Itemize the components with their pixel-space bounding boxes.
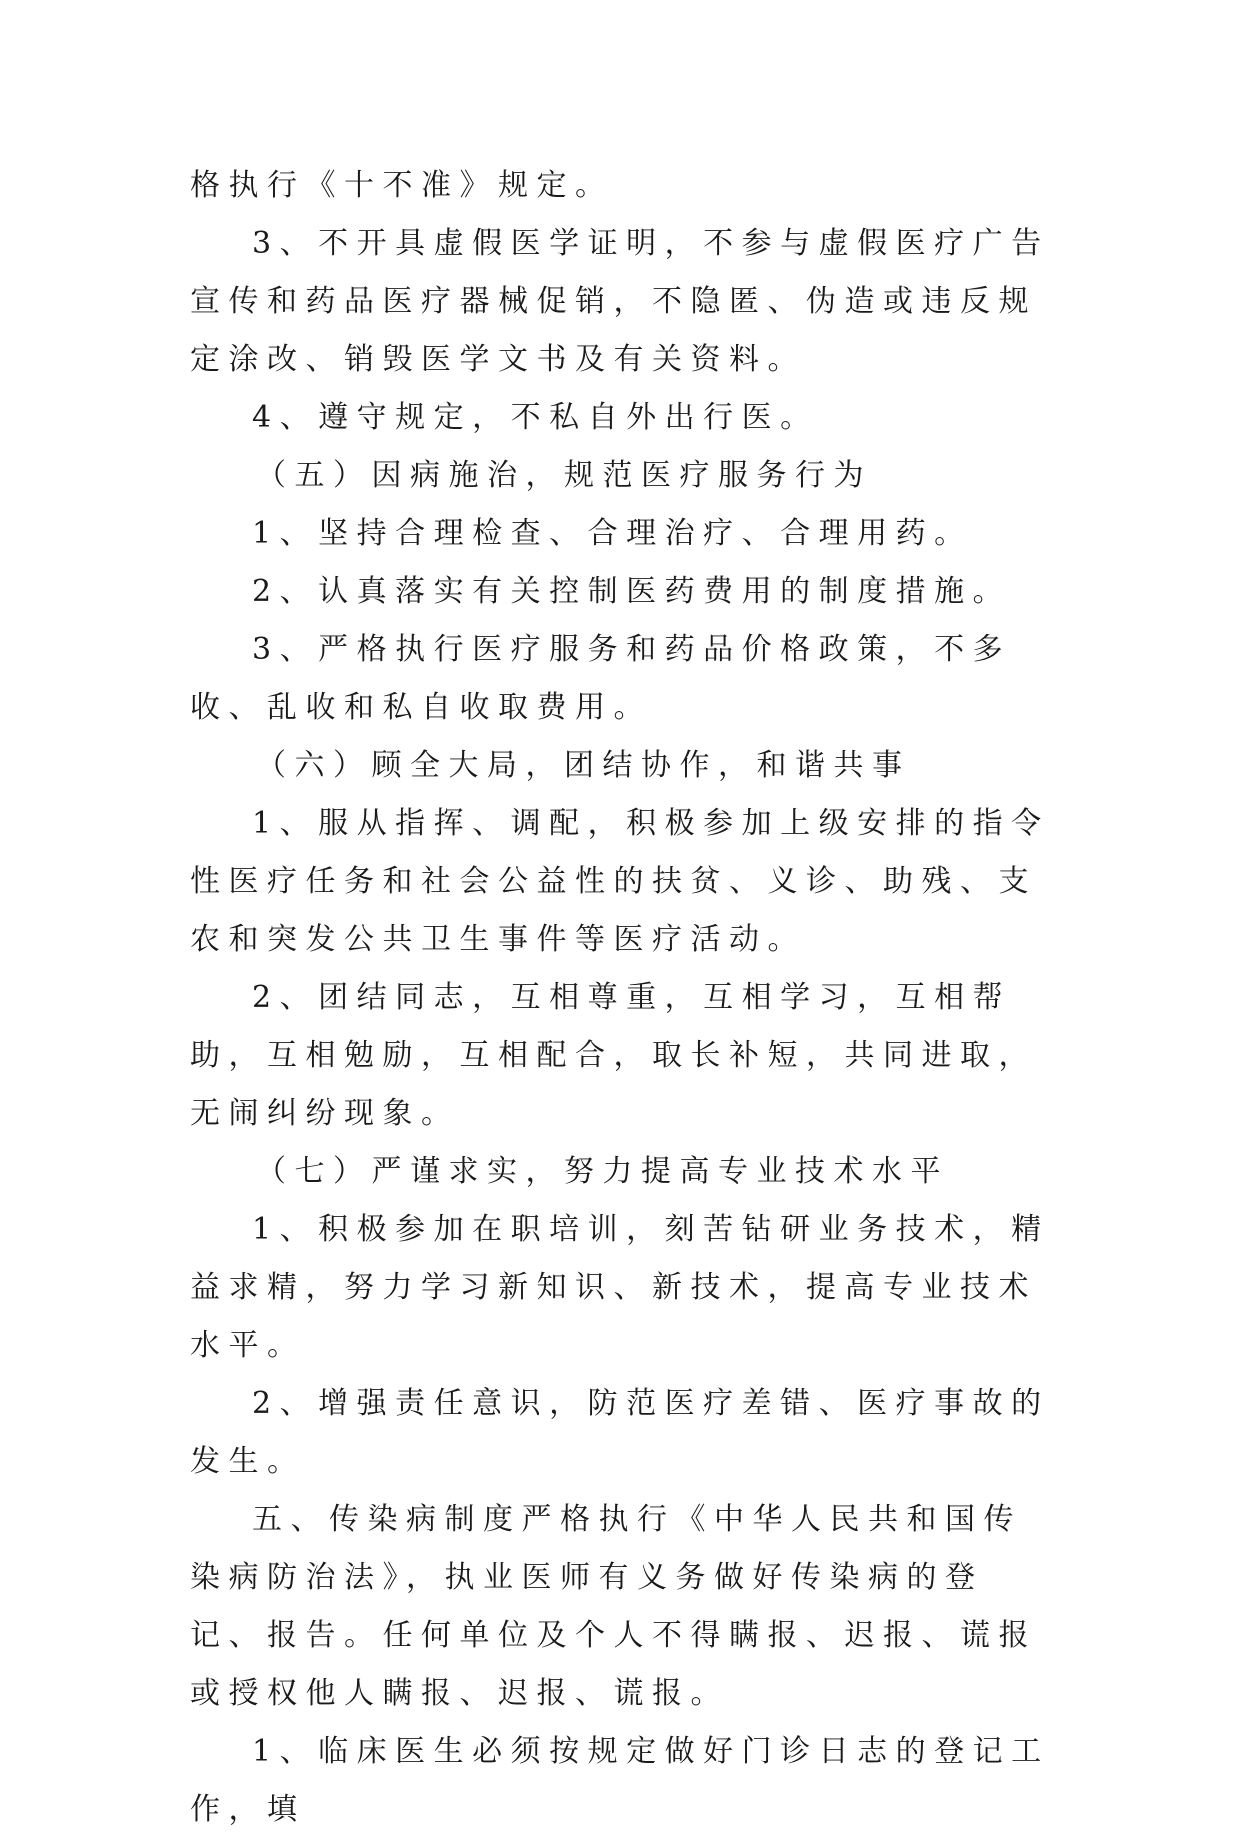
document-body [190,157,1060,1839]
paragraph-item: 3、不开具虚假医学证明，不参与虚假医疗广告宣传和药品医疗器械促销，不隐匿、伪造或违反规定涂改、销毁医学文书及有关资料。 [190,226,1050,377]
paragraph-item: 2、认真落实有关控制医药费用的制度措施。 [252,574,1012,609]
section-heading: （七）严谨求实，努力提高专业技术水平 [256,1154,949,1189]
paragraph-item: 2、增强责任意识，防范医疗差错、医疗事故的发生。 [190,1386,1050,1479]
paragraph-item: 1、积极参加在职培训，刻苦钻研业务技术，精益求精，努力学习新知识、新技术，提高专业技术水平。 [190,1212,1050,1363]
section-heading: （六）顾全大局，团结协作，和谐共事 [256,748,911,783]
paragraph-item: 4、遵守规定，不私自外出行医。 [252,400,819,435]
paragraph-item: 1、临床医生必须按规定做好门诊日志的登记工作，填 [190,1734,1050,1827]
paragraph-item: 1、坚持合理检查、合理治疗、合理用药。 [252,516,973,551]
paragraph-item: 3、严格执行医疗服务和药品价格政策，不多收、乱收和私自收取费用。 [190,632,1012,725]
paragraph-item: 2、团结同志，互相尊重，互相学习，互相帮助，互相勉励，互相配合，取长补短，共同进取，无闹纠纷现象。 [190,980,1037,1131]
paragraph-continuation: 格执行《十不准》规定。 [190,168,614,203]
section-heading: （五）因病施治，规范医疗服务行为 [256,458,872,493]
paragraph-item: 五、传染病制度严格执行《中华人民共和国传染病防治法》，执业医师有义务做好传染病的登记、报告。任何单位及个人不得瞒报、迟报、谎报或授权他人瞒报、迟报、谎报。 [190,1502,1037,1711]
paragraph-item: 1、服从指挥、调配，积极参加上级安排的指令性医疗任务和社会公益性的扶贫、义诊、助残、支农和突发公共卫生事件等医疗活动。 [190,806,1050,957]
